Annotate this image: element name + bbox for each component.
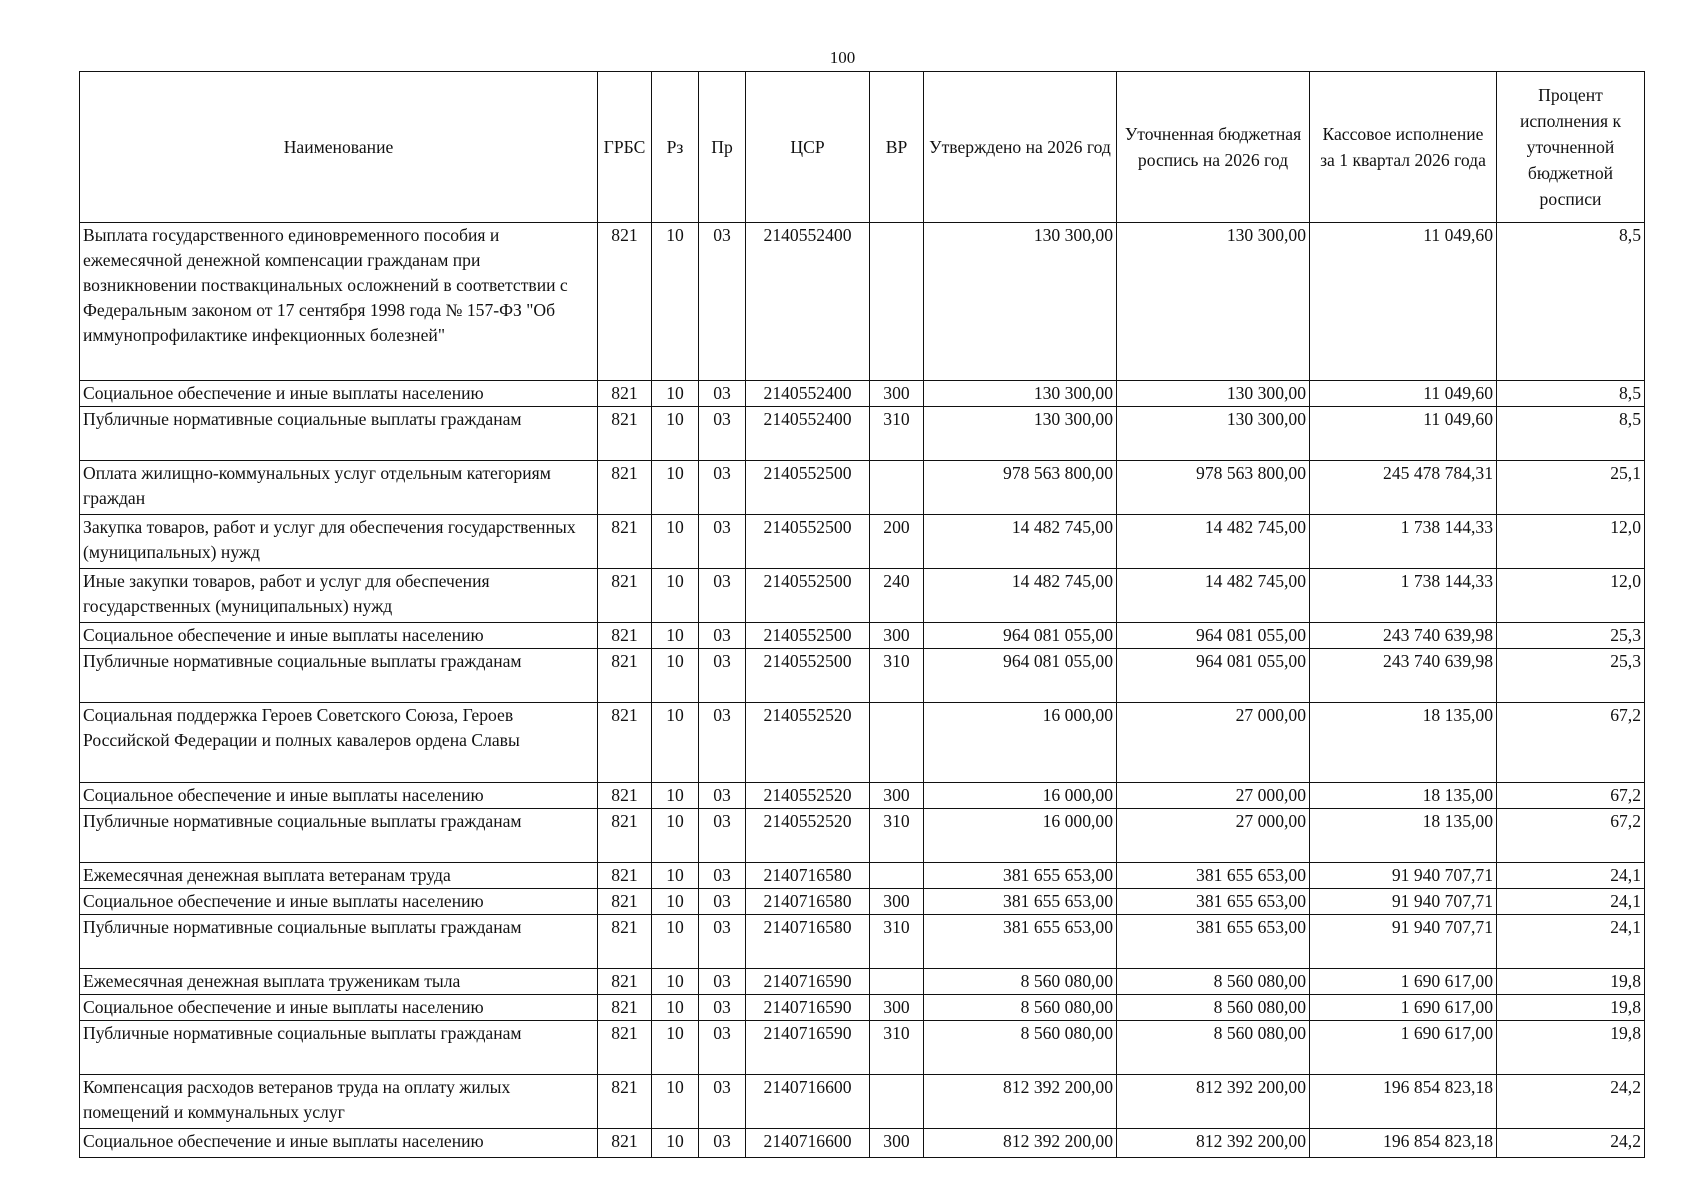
cell-rz: 10: [652, 407, 699, 461]
cell-revised: 27 000,00: [1117, 809, 1310, 863]
cell-csr: 2140716580: [746, 863, 870, 889]
header-grbs: ГРБС: [598, 72, 652, 223]
cell-revised: 812 392 200,00: [1117, 1129, 1310, 1158]
cell-pr: 03: [699, 623, 746, 649]
cell-rz: 10: [652, 1021, 699, 1075]
cell-percent: 67,2: [1497, 703, 1645, 783]
cell-revised: 381 655 653,00: [1117, 915, 1310, 969]
cell-name: Ежемесячная денежная выплата труженикам тыла: [80, 969, 598, 995]
cell-percent: 24,2: [1497, 1075, 1645, 1129]
cell-pr: 03: [699, 783, 746, 809]
cell-csr: 2140716590: [746, 969, 870, 995]
cell-pr: 03: [699, 381, 746, 407]
cell-rz: 10: [652, 863, 699, 889]
cell-approved: 8 560 080,00: [924, 1021, 1117, 1075]
table-row: [80, 969, 1645, 995]
cell-revised: 812 392 200,00: [1117, 1075, 1310, 1129]
cell-approved: 381 655 653,00: [924, 863, 1117, 889]
cell-revised: 964 081 055,00: [1117, 623, 1310, 649]
cell-csr: 2140552500: [746, 515, 870, 569]
cell-vr: 310: [870, 1021, 924, 1075]
cell-csr: 2140552520: [746, 783, 870, 809]
cell-cash: 18 135,00: [1310, 809, 1497, 863]
cell-approved: 130 300,00: [924, 223, 1117, 381]
cell-approved: 130 300,00: [924, 381, 1117, 407]
cell-approved: 130 300,00: [924, 407, 1117, 461]
cell-vr: [870, 969, 924, 995]
table-row: [80, 1075, 1645, 1129]
cell-approved: 14 482 745,00: [924, 515, 1117, 569]
cell-vr: [870, 703, 924, 783]
cell-approved: 16 000,00: [924, 783, 1117, 809]
cell-pr: 03: [699, 1021, 746, 1075]
cell-rz: 10: [652, 623, 699, 649]
cell-vr: 310: [870, 407, 924, 461]
table-row: [80, 649, 1645, 703]
cell-name: Социальное обеспечение и иные выплаты населению: [80, 623, 598, 649]
cell-approved: 978 563 800,00: [924, 461, 1117, 515]
cell-cash: 11 049,60: [1310, 381, 1497, 407]
cell-percent: 8,5: [1497, 407, 1645, 461]
cell-revised: 8 560 080,00: [1117, 995, 1310, 1021]
cell-cash: 91 940 707,71: [1310, 915, 1497, 969]
cell-rz: 10: [652, 515, 699, 569]
cell-cash: 1 690 617,00: [1310, 1021, 1497, 1075]
cell-cash: 243 740 639,98: [1310, 649, 1497, 703]
cell-cash: 11 049,60: [1310, 407, 1497, 461]
cell-approved: 8 560 080,00: [924, 995, 1117, 1021]
cell-vr: [870, 1075, 924, 1129]
cell-csr: 2140552520: [746, 809, 870, 863]
cell-pr: 03: [699, 223, 746, 381]
cell-grbs: 821: [598, 649, 652, 703]
cell-pr: 03: [699, 863, 746, 889]
cell-csr: 2140552400: [746, 381, 870, 407]
cell-name: Компенсация расходов ветеранов труда на оплату жилых помещений и коммунальных услуг: [80, 1075, 598, 1129]
table-row: [80, 889, 1645, 915]
cell-vr: [870, 461, 924, 515]
cell-name: Публичные нормативные социальные выплаты гражданам: [80, 1021, 598, 1075]
cell-revised: 14 482 745,00: [1117, 515, 1310, 569]
table-row: [80, 515, 1645, 569]
table-row: [80, 809, 1645, 863]
cell-vr: 300: [870, 1129, 924, 1158]
cell-vr: 240: [870, 569, 924, 623]
cell-approved: 16 000,00: [924, 809, 1117, 863]
cell-pr: 03: [699, 809, 746, 863]
cell-pr: 03: [699, 995, 746, 1021]
cell-rz: 10: [652, 1129, 699, 1158]
cell-name: Социальное обеспечение и иные выплаты населению: [80, 1129, 598, 1158]
cell-percent: 25,3: [1497, 623, 1645, 649]
header-rz: Рз: [652, 72, 699, 223]
cell-cash: 243 740 639,98: [1310, 623, 1497, 649]
header-name: Наименование: [80, 72, 598, 223]
cell-approved: 381 655 653,00: [924, 915, 1117, 969]
cell-percent: 19,8: [1497, 969, 1645, 995]
cell-csr: 2140552520: [746, 703, 870, 783]
header-csr: ЦСР: [746, 72, 870, 223]
cell-revised: 381 655 653,00: [1117, 863, 1310, 889]
cell-vr: 300: [870, 381, 924, 407]
cell-rz: 10: [652, 569, 699, 623]
header-percent: Процент исполнения к уточненной бюджетной росписи: [1497, 72, 1645, 223]
cell-csr: 2140716590: [746, 995, 870, 1021]
cell-grbs: 821: [598, 915, 652, 969]
cell-grbs: 821: [598, 1021, 652, 1075]
cell-grbs: 821: [598, 783, 652, 809]
cell-revised: 964 081 055,00: [1117, 649, 1310, 703]
cell-pr: 03: [699, 969, 746, 995]
cell-name: Публичные нормативные социальные выплаты гражданам: [80, 649, 598, 703]
table-row: [80, 1021, 1645, 1075]
cell-revised: 27 000,00: [1117, 783, 1310, 809]
cell-percent: 67,2: [1497, 783, 1645, 809]
cell-pr: 03: [699, 1129, 746, 1158]
cell-csr: 2140552500: [746, 461, 870, 515]
cell-pr: 03: [699, 1075, 746, 1129]
cell-pr: 03: [699, 407, 746, 461]
table-row: [80, 461, 1645, 515]
table-row: [80, 569, 1645, 623]
cell-grbs: 821: [598, 515, 652, 569]
cell-rz: 10: [652, 783, 699, 809]
table-row: [80, 703, 1645, 783]
cell-grbs: 821: [598, 809, 652, 863]
page-number: 100: [829, 48, 856, 67]
cell-percent: 12,0: [1497, 515, 1645, 569]
cell-name: Иные закупки товаров, работ и услуг для обеспечения государственных (муниципальных) нужд: [80, 569, 598, 623]
cell-cash: 1 690 617,00: [1310, 995, 1497, 1021]
cell-revised: 8 560 080,00: [1117, 1021, 1310, 1075]
cell-rz: 10: [652, 969, 699, 995]
cell-name: Публичные нормативные социальные выплаты гражданам: [80, 809, 598, 863]
cell-csr: 2140716600: [746, 1075, 870, 1129]
cell-pr: 03: [699, 703, 746, 783]
cell-name: Социальное обеспечение и иные выплаты населению: [80, 783, 598, 809]
cell-grbs: 821: [598, 381, 652, 407]
cell-cash: 1 690 617,00: [1310, 969, 1497, 995]
cell-pr: 03: [699, 515, 746, 569]
cell-grbs: 821: [598, 223, 652, 381]
table-row: [80, 915, 1645, 969]
cell-grbs: 821: [598, 703, 652, 783]
cell-percent: 24,2: [1497, 1129, 1645, 1158]
cell-revised: 130 300,00: [1117, 407, 1310, 461]
cell-grbs: 821: [598, 889, 652, 915]
cell-rz: 10: [652, 703, 699, 783]
cell-csr: 2140716600: [746, 1129, 870, 1158]
cell-cash: 1 738 144,33: [1310, 569, 1497, 623]
cell-vr: 310: [870, 649, 924, 703]
cell-approved: 964 081 055,00: [924, 623, 1117, 649]
cell-grbs: 821: [598, 407, 652, 461]
cell-revised: 14 482 745,00: [1117, 569, 1310, 623]
cell-revised: 130 300,00: [1117, 223, 1310, 381]
cell-cash: 196 854 823,18: [1310, 1075, 1497, 1129]
cell-vr: 310: [870, 809, 924, 863]
cell-name: Социальное обеспечение и иные выплаты населению: [80, 889, 598, 915]
table-body: [80, 223, 1645, 1158]
header-pr: Пр: [699, 72, 746, 223]
cell-csr: 2140552500: [746, 649, 870, 703]
cell-grbs: 821: [598, 969, 652, 995]
cell-vr: 300: [870, 783, 924, 809]
cell-vr: 300: [870, 889, 924, 915]
cell-grbs: 821: [598, 863, 652, 889]
cell-approved: 381 655 653,00: [924, 889, 1117, 915]
cell-grbs: 821: [598, 1129, 652, 1158]
cell-vr: 200: [870, 515, 924, 569]
cell-grbs: 821: [598, 569, 652, 623]
cell-name: Публичные нормативные социальные выплаты гражданам: [80, 407, 598, 461]
cell-rz: 10: [652, 223, 699, 381]
cell-approved: 16 000,00: [924, 703, 1117, 783]
cell-name: Социальная поддержка Героев Советского Союза, Героев Российской Федерации и полных кавалеров ордена Славы: [80, 703, 598, 783]
cell-approved: 812 392 200,00: [924, 1075, 1117, 1129]
cell-percent: 19,8: [1497, 995, 1645, 1021]
cell-cash: 245 478 784,31: [1310, 461, 1497, 515]
cell-revised: 978 563 800,00: [1117, 461, 1310, 515]
cell-name: Социальное обеспечение и иные выплаты населению: [80, 381, 598, 407]
cell-revised: 8 560 080,00: [1117, 969, 1310, 995]
cell-percent: 19,8: [1497, 1021, 1645, 1075]
cell-approved: 812 392 200,00: [924, 1129, 1117, 1158]
table-row: [80, 1129, 1645, 1158]
header-cash: Кассовое исполнение за 1 квартал 2026 года: [1310, 72, 1497, 223]
cell-cash: 91 940 707,71: [1310, 889, 1497, 915]
cell-revised: 27 000,00: [1117, 703, 1310, 783]
cell-pr: 03: [699, 569, 746, 623]
cell-approved: 964 081 055,00: [924, 649, 1117, 703]
cell-rz: 10: [652, 1075, 699, 1129]
cell-pr: 03: [699, 889, 746, 915]
cell-pr: 03: [699, 649, 746, 703]
cell-grbs: 821: [598, 623, 652, 649]
cell-percent: 8,5: [1497, 381, 1645, 407]
cell-name: Выплата государственного единовременного пособия и ежемесячной денежной компенсации гражданам при возникновении поствакцинальных осложнений в соответствии с Федеральным законом от 17 сентября 1998 года № 157-ФЗ "Об иммунопрофилактике инфекционных болезней": [80, 223, 598, 381]
cell-approved: 14 482 745,00: [924, 569, 1117, 623]
cell-vr: 300: [870, 623, 924, 649]
cell-pr: 03: [699, 461, 746, 515]
table-header-row: [80, 72, 1645, 223]
cell-name: Публичные нормативные социальные выплаты гражданам: [80, 915, 598, 969]
cell-rz: 10: [652, 889, 699, 915]
table-row: [80, 381, 1645, 407]
cell-name: Оплата жилищно-коммунальных услуг отдельным категориям граждан: [80, 461, 598, 515]
header-revised: Уточненная бюджетная роспись на 2026 год: [1117, 72, 1310, 223]
cell-percent: 24,1: [1497, 863, 1645, 889]
table-row: [80, 623, 1645, 649]
cell-vr: [870, 863, 924, 889]
cell-percent: 24,1: [1497, 889, 1645, 915]
cell-cash: 1 738 144,33: [1310, 515, 1497, 569]
cell-name: Закупка товаров, работ и услуг для обеспечения государственных (муниципальных) нужд: [80, 515, 598, 569]
cell-percent: 25,1: [1497, 461, 1645, 515]
cell-rz: 10: [652, 649, 699, 703]
cell-percent: 67,2: [1497, 809, 1645, 863]
cell-percent: 12,0: [1497, 569, 1645, 623]
cell-rz: 10: [652, 995, 699, 1021]
table-row: [80, 995, 1645, 1021]
cell-revised: 381 655 653,00: [1117, 889, 1310, 915]
cell-csr: 2140552500: [746, 569, 870, 623]
cell-csr: 2140716580: [746, 915, 870, 969]
cell-csr: 2140552400: [746, 407, 870, 461]
cell-percent: 24,1: [1497, 915, 1645, 969]
cell-cash: 196 854 823,18: [1310, 1129, 1497, 1158]
cell-cash: 18 135,00: [1310, 703, 1497, 783]
cell-grbs: 821: [598, 461, 652, 515]
cell-vr: [870, 223, 924, 381]
cell-cash: 91 940 707,71: [1310, 863, 1497, 889]
budget-table: [79, 71, 1645, 1158]
cell-csr: 2140716590: [746, 1021, 870, 1075]
table-row: [80, 863, 1645, 889]
cell-percent: 25,3: [1497, 649, 1645, 703]
table-row: [80, 407, 1645, 461]
cell-grbs: 821: [598, 995, 652, 1021]
cell-rz: 10: [652, 461, 699, 515]
cell-pr: 03: [699, 915, 746, 969]
cell-revised: 130 300,00: [1117, 381, 1310, 407]
cell-rz: 10: [652, 809, 699, 863]
cell-csr: 2140716580: [746, 889, 870, 915]
header-vr: ВР: [870, 72, 924, 223]
cell-percent: 8,5: [1497, 223, 1645, 381]
cell-approved: 8 560 080,00: [924, 969, 1117, 995]
cell-vr: 300: [870, 995, 924, 1021]
cell-cash: 11 049,60: [1310, 223, 1497, 381]
table-row: [80, 783, 1645, 809]
cell-rz: 10: [652, 915, 699, 969]
cell-csr: 2140552500: [746, 623, 870, 649]
cell-vr: 310: [870, 915, 924, 969]
cell-grbs: 821: [598, 1075, 652, 1129]
cell-cash: 18 135,00: [1310, 783, 1497, 809]
cell-rz: 10: [652, 381, 699, 407]
cell-name: Ежемесячная денежная выплата ветеранам труда: [80, 863, 598, 889]
table-row: [80, 223, 1645, 381]
cell-csr: 2140552400: [746, 223, 870, 381]
header-approved: Утверждено на 2026 год: [924, 72, 1117, 223]
cell-name: Социальное обеспечение и иные выплаты населению: [80, 995, 598, 1021]
